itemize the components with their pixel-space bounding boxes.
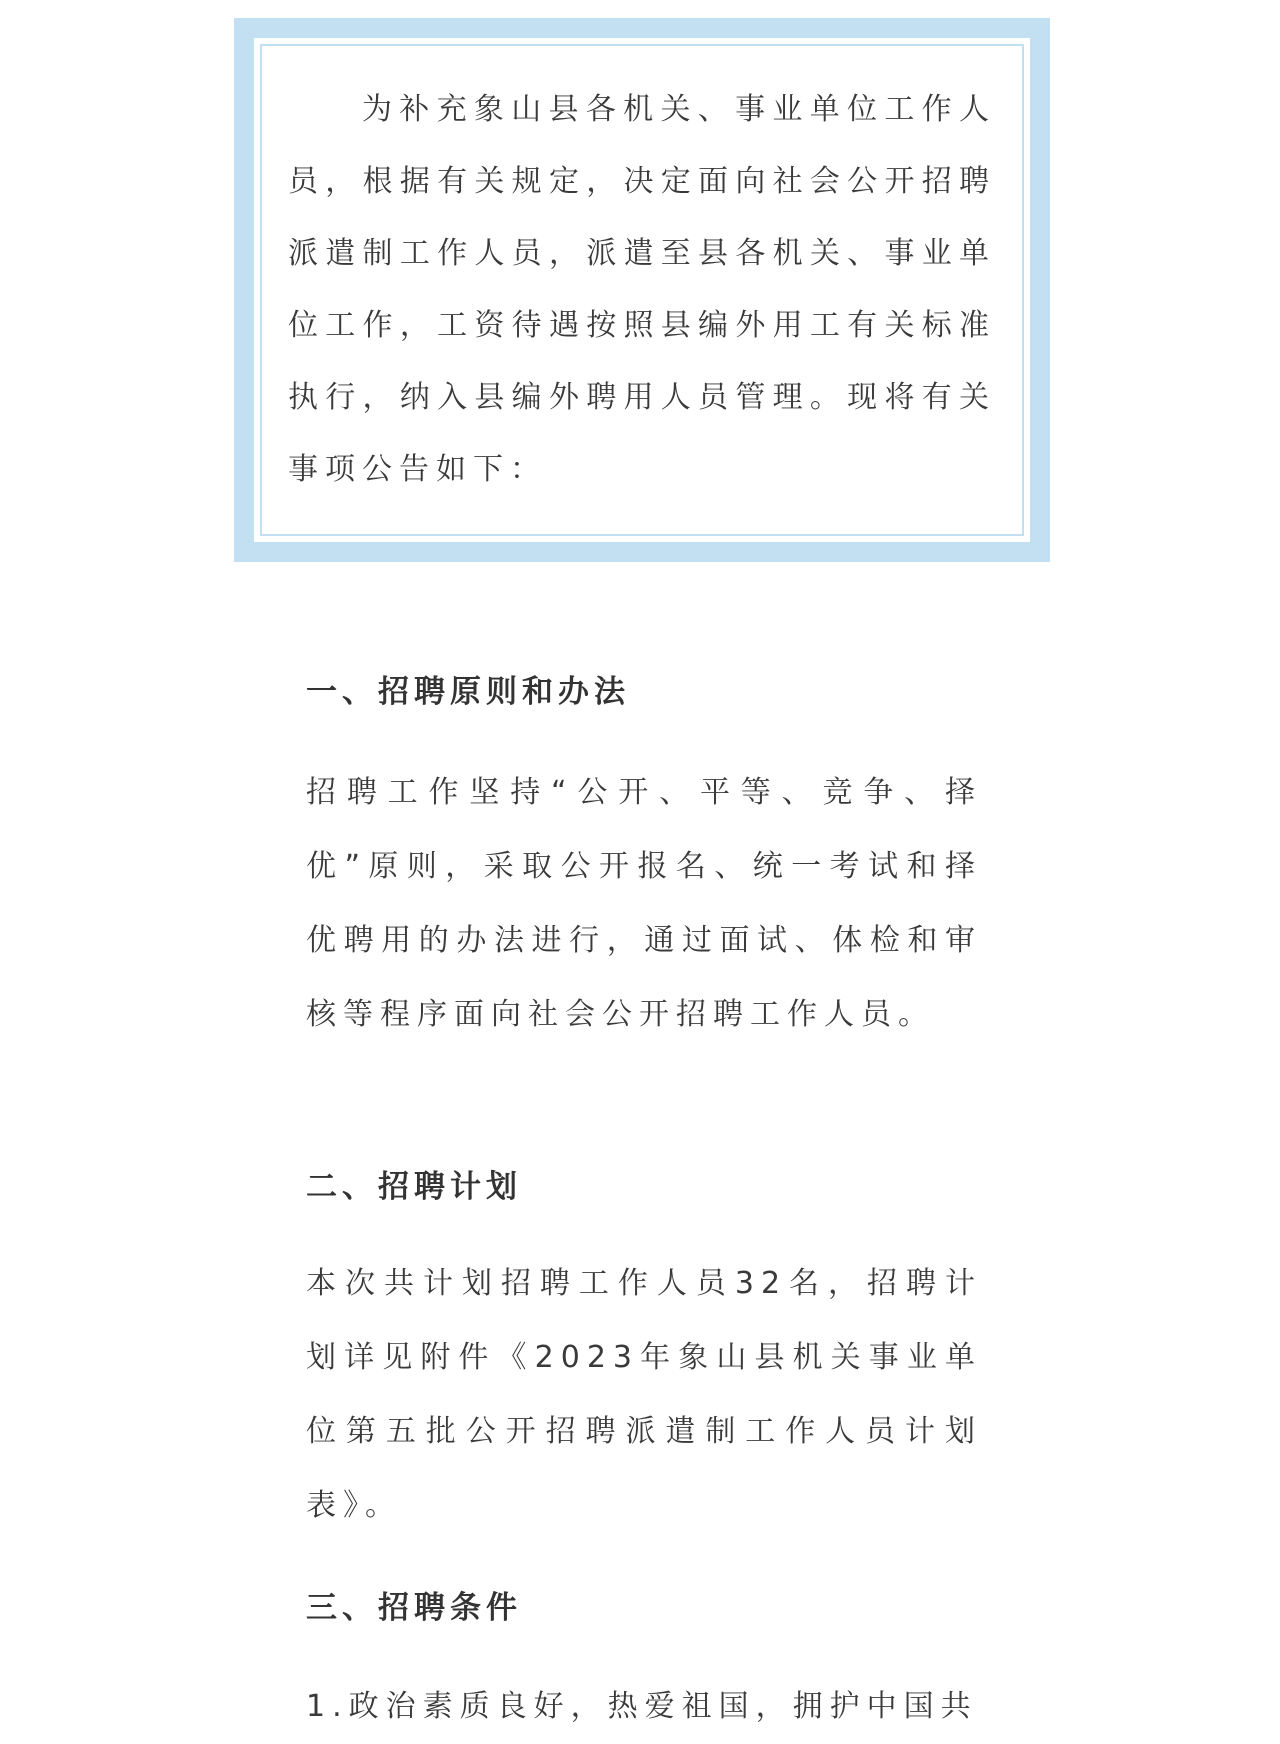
section-title: 一、招聘原则和办法: [306, 674, 630, 710]
section-body: 招聘工作坚持“公开、平等、竞争、择优”原则，采取公开报名、统一考试和择优聘用的办法进行，通过面试、体检和审核等程序面向社会公开招聘工作人员。: [306, 775, 982, 1032]
intro-frame: [234, 18, 1050, 562]
section-title: 二、招聘计划: [306, 1169, 522, 1205]
section-body: 1.政治素质良好，热爱祖国，拥护中国共: [306, 1689, 978, 1724]
intro-inner: [254, 38, 1030, 542]
intro-paragraph: 为补充象山县各机关、事业单位工作人员，根据有关规定，决定面向社会公开招聘派遣制工作人员，派遣至县各机关、事业单位工作，工资待遇按照县编外用工有关标准执行，纳入县编外聘用人员管理。现将有关事项公告如下：: [288, 92, 996, 487]
section-conditions: [306, 1588, 982, 1744]
section-plan: [306, 1167, 982, 1543]
section-title: 三、招聘条件: [306, 1590, 522, 1626]
section-body: 本次共计划招聘工作人员32名，招聘计划详见附件《2023年象山县机关事业单位第五批公开招聘派遣制工作人员计划表》。: [306, 1266, 982, 1523]
section-principles: [306, 672, 982, 1052]
intro-box: [260, 44, 1024, 536]
